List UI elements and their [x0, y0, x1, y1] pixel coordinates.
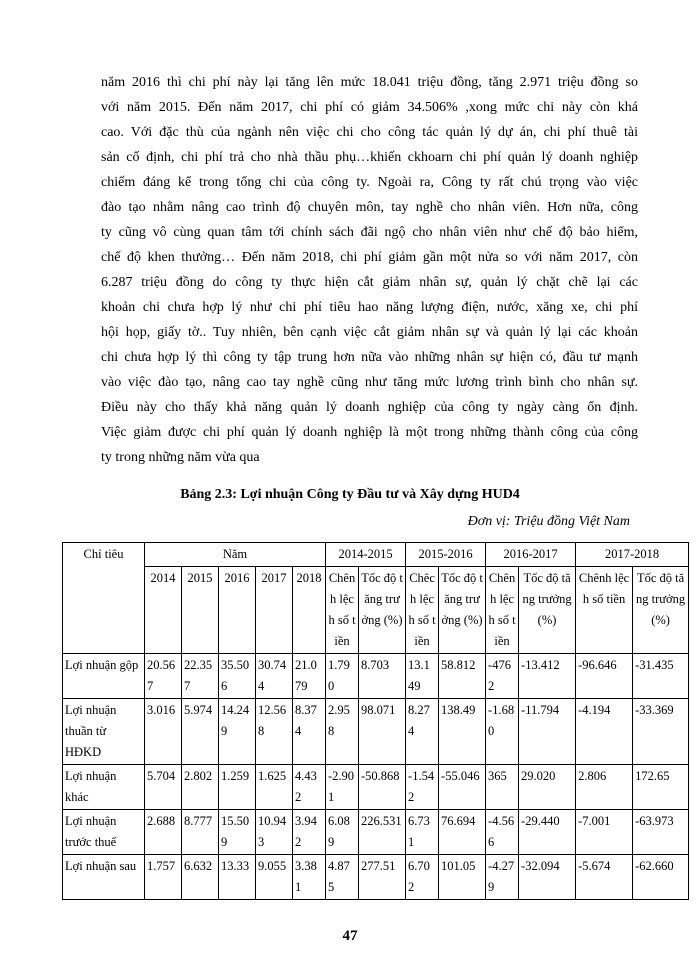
- table-header-row-2: [63, 567, 689, 654]
- paragraph-line: hội họp, giấy tờ.. Tuy nhiên, bên cạnh việc cắt giảm nhân sự và quản lý lại các khoản: [101, 325, 638, 340]
- paragraph-line: chế độ khen thưởng… Đến năm 2018, chi phí giảm gần một nửa so với năm 2017, còn: [101, 250, 638, 265]
- table-row: [63, 810, 689, 855]
- header-period-1: 2014-2015: [326, 543, 406, 567]
- header-year-2015: 2015: [182, 567, 219, 654]
- row-label: Lợi nhuận trước thuế: [63, 810, 145, 855]
- table-cell: 1.625: [256, 765, 293, 810]
- paragraph-line: khoản chi chưa hợp lý như chi phí tiêu hao năng lượng điện, nước, xăng xe, chi phí: [101, 300, 638, 315]
- header-diff-3: Chên h lệch số tiền: [486, 567, 519, 654]
- table-row: [63, 654, 689, 699]
- row-label: Lợi nhuận sau: [63, 855, 145, 900]
- table-cell: -1.680: [486, 699, 519, 765]
- table-cell: 8.374: [293, 699, 326, 765]
- table-cell: 2.806: [576, 765, 633, 810]
- paragraph-line: cao. Với đặc thù của ngành nên việc chi cho công tác quản lý dự án, chi phí thuê tài: [101, 125, 638, 140]
- table-cell: -31.435: [633, 654, 689, 699]
- table-cell: -11.794: [519, 699, 576, 765]
- table-cell: 14.249: [219, 699, 256, 765]
- table-cell: -5.674: [576, 855, 633, 900]
- table-header-row-1: [63, 543, 689, 567]
- table-cell: 6.089: [326, 810, 359, 855]
- table-title: Bảng 2.3: Lợi nhuận Công ty Đầu tư và Xây dựng HUD4: [180, 487, 520, 502]
- table-cell: 35.506: [219, 654, 256, 699]
- paragraph-line: đào tạo nhằm nâng cao trình độ chuyên môn, tay nghề cho nhân viên. Hơn nữa, công: [101, 200, 638, 215]
- table-cell: 6.702: [406, 855, 439, 900]
- header-diff-4: Chênh lệch số tiền: [576, 567, 633, 654]
- table-cell: 22.357: [182, 654, 219, 699]
- table-cell: -2.901: [326, 765, 359, 810]
- table-cell: 2.958: [326, 699, 359, 765]
- header-rate-2: Tốc độ tăng trưởng (%): [439, 567, 486, 654]
- table-cell: -63.973: [633, 810, 689, 855]
- table-cell: -62.660: [633, 855, 689, 900]
- table-cell: -4.566: [486, 810, 519, 855]
- table-row: [63, 765, 689, 810]
- header-year-group: Năm: [145, 543, 326, 567]
- body-paragraph: [101, 70, 638, 470]
- table-row: [63, 699, 689, 765]
- table-cell: 6.731: [406, 810, 439, 855]
- table-cell: 8.274: [406, 699, 439, 765]
- paragraph-line: chiếm đáng kể trong tổng chi của công ty. Ngoài ra, Công ty rất chú trọng vào việc: [101, 175, 638, 190]
- page-number: 47: [342, 928, 358, 944]
- table-cell: 365: [486, 765, 519, 810]
- table-cell: 8.703: [359, 654, 406, 699]
- paragraph-line: năm 2016 thì chi phí này lại tăng lên mức 18.041 triệu đồng, tăng 2.971 triệu đồng so: [101, 75, 638, 90]
- table-cell: 5.704: [145, 765, 182, 810]
- table-cell: 98.071: [359, 699, 406, 765]
- table-cell: -13.412: [519, 654, 576, 699]
- table-cell: 138.49: [439, 699, 486, 765]
- table-cell: 15.509: [219, 810, 256, 855]
- header-period-4: 2017-2018: [576, 543, 689, 567]
- table-cell: 13.149: [406, 654, 439, 699]
- table-cell: 9.055: [256, 855, 293, 900]
- header-period-3: 2016-2017: [486, 543, 576, 567]
- table-cell: -4762: [486, 654, 519, 699]
- table-cell: 2.688: [145, 810, 182, 855]
- paragraph-line: Điều này cho thấy khả năng quản lý doanh nghiệp của công ty ngày càng ổn định.: [101, 400, 638, 415]
- table-cell: -96.646: [576, 654, 633, 699]
- table-cell: 277.51: [359, 855, 406, 900]
- table-cell: -4.279: [486, 855, 519, 900]
- row-label: Lợi nhuận khác: [63, 765, 145, 810]
- table-body: [63, 654, 689, 900]
- table-cell: 6.632: [182, 855, 219, 900]
- table-cell: -1.542: [406, 765, 439, 810]
- header-rate-3: Tốc độ tăng trưởng (%): [519, 567, 576, 654]
- header-year-2017: 2017: [256, 567, 293, 654]
- paragraph-line: Việc giảm được chi phí quản lý doanh nghiệp là một trong những thành công của công: [101, 425, 638, 440]
- table-cell: 1.757: [145, 855, 182, 900]
- header-rate-1: Tốc độ tăng trưởng (%): [359, 567, 406, 654]
- table-cell: 30.744: [256, 654, 293, 699]
- table-cell: -55.046: [439, 765, 486, 810]
- paragraph-line: chi chưa hợp lý thì công ty tập trung hơn nữa vào những nhân sự hiện có, đầu tư mạnh: [101, 350, 638, 365]
- table-cell: 5.974: [182, 699, 219, 765]
- table-cell: -33.369: [633, 699, 689, 765]
- table-cell: 226.531: [359, 810, 406, 855]
- header-diff-1: Chênh lệch số tiền: [326, 567, 359, 654]
- paragraph-line: sản cố định, chi phí trả cho nhà thầu phụ…khiến ckhoarn chi phí quản lý doanh nghiệp: [101, 150, 638, 165]
- table-cell: 4.875: [326, 855, 359, 900]
- table-cell: 12.568: [256, 699, 293, 765]
- table-cell: 3.381: [293, 855, 326, 900]
- table-cell: 172.65: [633, 765, 689, 810]
- header-rate-4: Tốc độ tăng trưởng (%): [633, 567, 689, 654]
- unit-note: Đơn vị: Triệu đồng Việt Nam: [467, 514, 630, 529]
- table-cell: 29.020: [519, 765, 576, 810]
- table-cell: 1.790: [326, 654, 359, 699]
- row-label: Lợi nhuận gộp: [63, 654, 145, 699]
- table-cell: -50.868: [359, 765, 406, 810]
- table-cell: 58.812: [439, 654, 486, 699]
- header-period-2: 2015-2016: [406, 543, 486, 567]
- paragraph-line: ty cũng vô cùng quan tâm tới chính sách đãi ngộ cho nhân viên như chế độ bảo hiểm,: [101, 225, 638, 240]
- paragraph-line: với năm 2015. Đến năm 2017, chi phí có giảm 34.506% ,xong mức chi này còn khá: [101, 100, 638, 115]
- table-cell: 20.567: [145, 654, 182, 699]
- header-year-2014: 2014: [145, 567, 182, 654]
- table-cell: 2.802: [182, 765, 219, 810]
- table-cell: -7.001: [576, 810, 633, 855]
- table-cell: 76.694: [439, 810, 486, 855]
- table-cell: 8.777: [182, 810, 219, 855]
- table-cell: -4.194: [576, 699, 633, 765]
- table-cell: 13.33: [219, 855, 256, 900]
- table-cell: 4.432: [293, 765, 326, 810]
- table-cell: 3.016: [145, 699, 182, 765]
- row-label: Lợi nhuận thuần từ HĐKD: [63, 699, 145, 765]
- header-year-2016: 2016: [219, 567, 256, 654]
- header-year-2018: 2018: [293, 567, 326, 654]
- header-indicator: Chỉ tiêu: [63, 543, 145, 654]
- table-cell: 21.079: [293, 654, 326, 699]
- table-cell: -29.440: [519, 810, 576, 855]
- profit-table: [62, 542, 689, 900]
- paragraph-line: ty trong những năm vừa qua: [101, 450, 260, 465]
- table-row: [63, 855, 689, 900]
- table-cell: 10.943: [256, 810, 293, 855]
- table-cell: -32.094: [519, 855, 576, 900]
- paragraph-line: vào việc đào tạo, nâng cao tay nghề cũng như tăng mức lương trình bình cho nhân sự.: [101, 375, 638, 390]
- header-diff-2: Chêch lệch số tiền: [406, 567, 439, 654]
- table-cell: 3.942: [293, 810, 326, 855]
- table-cell: 101.05: [439, 855, 486, 900]
- table-cell: 1.259: [219, 765, 256, 810]
- paragraph-line: 6.287 triệu đồng do công ty thực hiện cắt giảm nhân sự, quản lý chặt chẽ lại các: [101, 275, 638, 290]
